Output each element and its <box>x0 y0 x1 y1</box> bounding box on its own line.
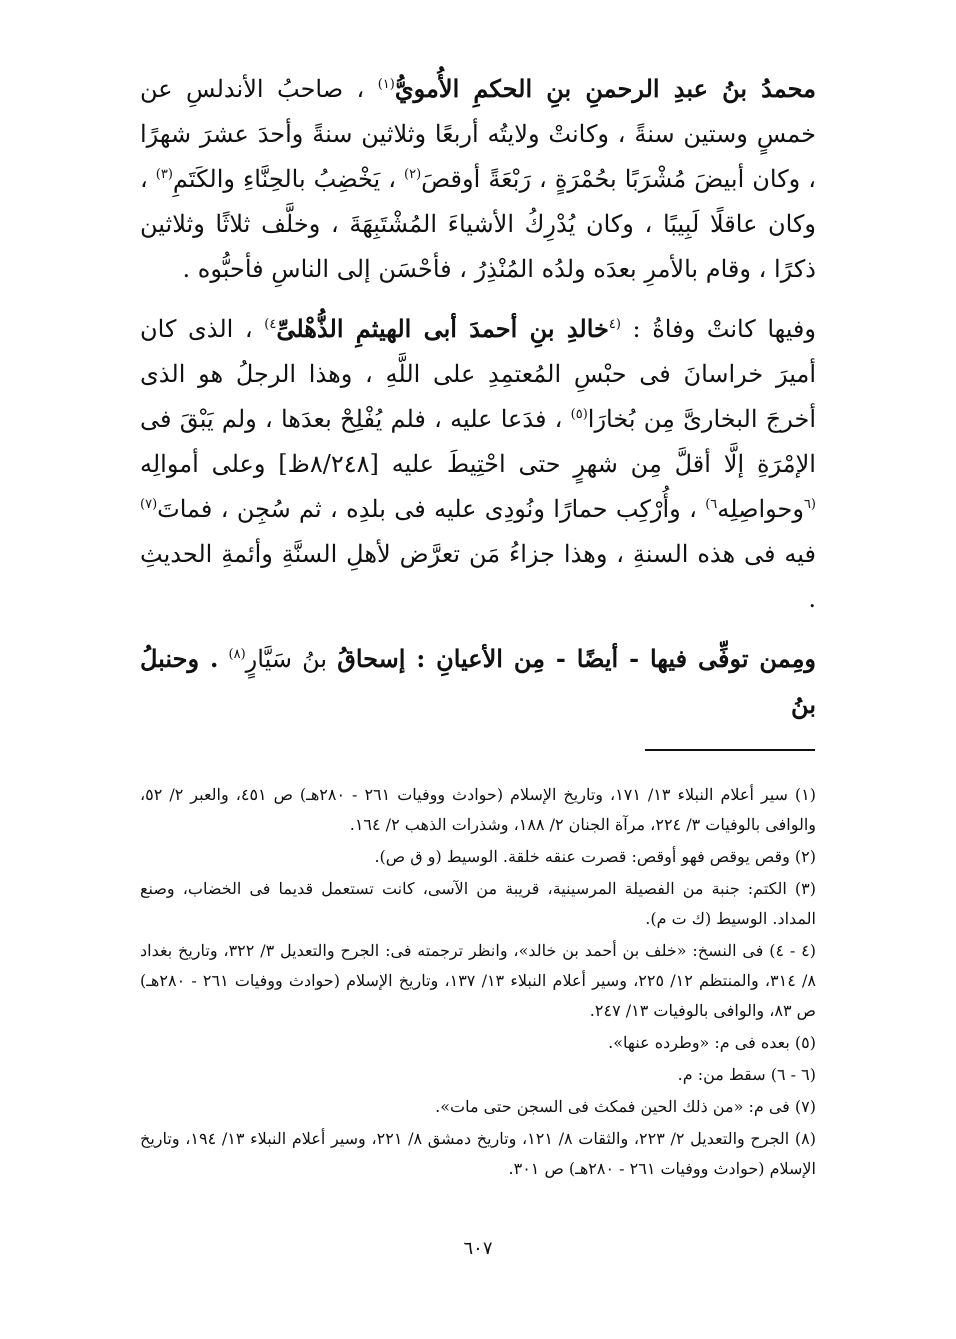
paragraph-text: . وحنبلُ بنُ <box>140 644 816 719</box>
person-name: خالدِ بنِ أحمدَ أبى الهيثمِ الذُّهْلىِّ <box>276 314 609 343</box>
paragraph-2 <box>140 306 816 622</box>
main-text <box>140 66 816 742</box>
paragraph-text: ، يَخْضِبُ بالحِنَّاءِ والكَتَمِ <box>172 165 396 193</box>
footnote: (٤ - ٤) فى النسخ: «خلف بن أحمد بن خالد»، وانظر ترجمته فى: الجرح والتعديل ٣/ ٣٢٢، وتاريخ بغداد ٨/ ٣١٤، والمنتظم ١٢/ ٢٢٥، وسير أعلام النبلاء ١٣/ ١٣٧، وتاريخ الإسلام (حوادث ووفيات ٢٦١ - ٢٨٠هـ) ص ٨٣، والوافى بالوفيات ١٣/ ٢٤٧. <box>140 941 817 1020</box>
footnotes <box>140 780 816 1186</box>
footnote: (٨) الجرح والتعديل ٢/ ٢٢٣، والثقات ٨/ ١٢١، وتاريخ دمشق ٨/ ٢٢١، وسير أعلام النبلاء ١٣/ ١٩٤، وتاريخ الإسلام (حوادث ووفيات ٢٦١ - ٢٨٠هـ) ص ٣٠١. <box>140 1129 816 1178</box>
footnote: (٣) الكتم: جنبة من الفصيلة المرسينية، قريبة من الآسى، كانت تستعمل قديما فى الخضاب، وصنع المداد. الوسيط (ك ت م). <box>140 879 816 928</box>
paragraph-text: ، فدَعا عليه ، فلم يُفْلِحْ بعدَها ، ولم يَبْقَ فى الإمْرَةِ إلَّا أقلَّ مِن شهرٍ حتى احْتِيطَ عليه <box>140 405 816 478</box>
paragraph-text: ، وأُرْكِب حمارًا ونُودِى عليه فى بلدِه ، ثم سُجِن ، فماتَ <box>157 495 697 523</box>
footnote-divider <box>645 749 815 751</box>
footnote: (٥) بعده فى م: «وطرده عنها». <box>608 1033 816 1052</box>
footnote-ref: (٤ <box>608 317 621 332</box>
footnote: (٦ - ٦) سقط من: م. <box>677 1065 816 1084</box>
footnote-ref: (٧) <box>140 497 158 512</box>
footnote-ref: (٦ <box>803 497 816 512</box>
paragraph-text: ، وكان عاقلًا لَبِيبًا ، وكان يُدْرِكُ الأشياءَ المُشْتَبِهَةَ ، وخلَّف ثلاثًا وثلاثين ذكرًا ، وقام بالأمرِ بعدَه ولدُه المُنْذِرُ ، فأحْسَن إلى الناسِ فأحبُّوه . <box>140 165 816 283</box>
page-number: ٦٠٧ <box>463 1238 493 1259</box>
footnote: (٢) وقص يوقص فهو أوقص: قصرت عنقه خلقة. الوسيط (و ق ص). <box>374 847 816 866</box>
footnote-ref: (٣) <box>155 167 173 182</box>
paragraph-text: وفيها كانتْ وفاةُ : <box>632 315 816 343</box>
folio-marker: [٨/٢٤٨ظ] <box>278 450 379 478</box>
person-name: محمدُ بنُ عبدِ الرحمنِ بنِ الحكمِ الأُمويُّ <box>394 74 816 103</box>
footnote-ref: (٥) <box>570 407 588 422</box>
footnote-ref: (٨) <box>228 647 246 662</box>
footnote-ref: (١) <box>377 77 395 92</box>
section-lead: ومِمن توفِّى فيها - أيضًا - مِن الأعيانِ : إسحاقُ <box>337 644 817 673</box>
paragraph-text: وعلى أموالِه <box>140 450 266 478</box>
paragraph-text: ، الذى كان أميرَ خراسانَ فى حبْسِ المُعتمِدِ على اللَّهِ ، وهذا الرجلُ هو الذى أخرجَ البخارىَّ مِن بُخارَا <box>140 315 816 433</box>
person-name-light: بنُ سَيَّارٍ <box>245 645 328 673</box>
paragraph-text: فيه فى هذه السنةِ ، وهذا جزاءُ مَن تعرَّض لأهلِ السنَّةِ وأئمةِ الحديثِ . <box>140 540 816 613</box>
paragraph-1 <box>140 66 816 292</box>
footnote: (٧) فى م: «من ذلك الحين فمكث فى السجن حتى مات». <box>435 1097 816 1116</box>
paragraph-text: وحواصِلِه <box>717 495 804 523</box>
paragraph-text: ، صاحبُ الأندلسِ عن خمسٍ وستين سنةً ، وكانتْ ولايتُه أربعًا وثلاثين سنةً وأحدَ عشرَ شهرًا ، وكان أبيضَ مُشْرَبًا بحُمْرَةٍ ، رَبْعَةً أوقصَ <box>140 75 816 193</box>
footnote: (١) سير أعلام النبلاء ١٣/ ١٧١، وتاريخ الإسلام (حوادث ووفيات ٢٦١ - ٢٨٠هـ) ص ٤٥١، والعبر ٢/ ٥٢، والوافى بالوفيات ٣/ ٢٢٤، مرآة الجنان ٢/ ١٨٨، وشذرات الذهب ٢/ ١٦٤. <box>140 785 817 834</box>
footnote-ref: ٦) <box>705 497 718 512</box>
footnote-ref: ٤) <box>264 317 277 332</box>
paragraph-3 <box>140 636 816 728</box>
footnote-ref: (٢) <box>404 167 422 182</box>
